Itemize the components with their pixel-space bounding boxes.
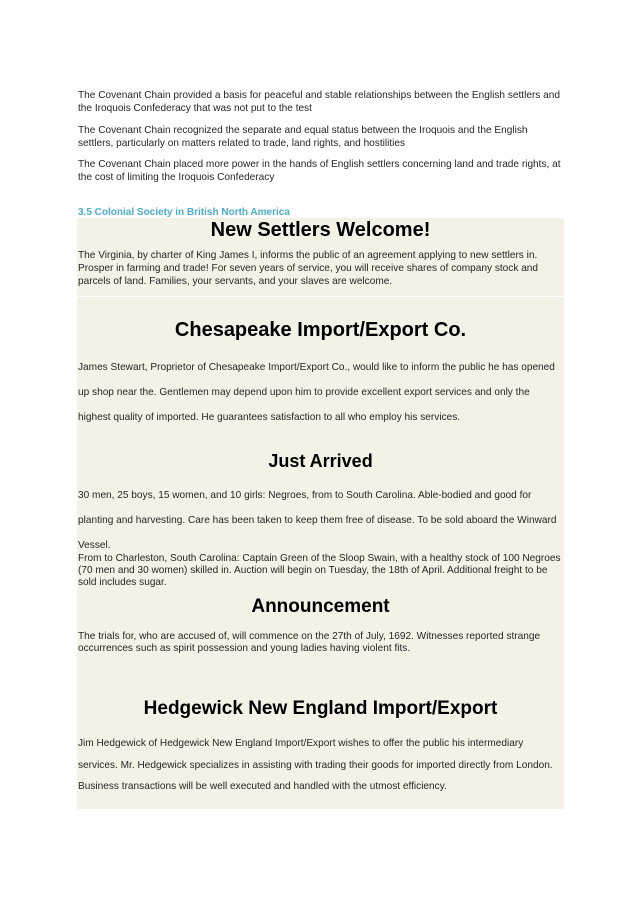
ad-announcement-body: The trials for, who are accused of, will commence on the 27th of July, 1692. Witnesses reported strange occurrences such as spirit possession and young ladies having violent fits. bbox=[78, 631, 541, 654]
ad-just-arrived-title: Just Arrived bbox=[268, 451, 373, 471]
ad-announcement bbox=[77, 589, 564, 687]
ad-new-settlers bbox=[77, 218, 564, 296]
ad-just-arrived-body-1: 30 men, 25 boys, 15 women, and 10 girls: Negroes, from to South Carolina. Able-bodied and good for planting and harvesting. Care has been taken to keep them free of disease. To be sold aboard the Winward Vessel. bbox=[78, 490, 557, 551]
ad-just-arrived bbox=[77, 425, 564, 589]
ad-announcement-title: Announcement bbox=[251, 596, 390, 617]
intro-paragraph-3: The Covenant Chain placed more power in the hands of English settlers concerning land and trade rights, at the cost of limiting the Iroquois Confederacy bbox=[78, 159, 561, 183]
ad-chesapeake bbox=[77, 297, 564, 425]
ad-new-settlers-body: The Virginia, by charter of King James I, informs the public of an agreement applying to new settlers in. Prosper in farming and trade! For seven years of service, you will receive shares of company stock and parcels of land. Families, your servants, and your slaves are welcome. bbox=[78, 250, 539, 287]
ad-hedgewick-body: Jim Hedgewick of Hedgewick New England Import/Export wishes to offer the public his intermediary services. Mr. Hedgewick specializes in assisting with trading their goods for imported directly from London. Business transactions will be well executed and handled with the utmost efficiency. bbox=[78, 738, 553, 792]
ad-just-arrived-body-2: From to Charleston, South Carolina: Captain Green of the Sloop Swain, with a healthy stock of 100 Negroes (70 men and 30 women) skilled in. Auction will begin on Tuesday, the 18th of April. Additional freight to be sold includes sugar. bbox=[78, 553, 561, 588]
section-heading: 3.5 Colonial Society in British North America bbox=[78, 207, 290, 218]
ad-chesapeake-body: James Stewart, Proprietor of Chesapeake Import/Export Co., would like to inform the public he has opened up shop near the. Gentlemen may depend upon him to provide excellent export services and only the highest quality of imported. He guarantees satisfaction to all who employ his services. bbox=[78, 362, 555, 423]
ad-hedgewick bbox=[77, 687, 564, 809]
ad-chesapeake-title: Chesapeake Import/Export Co. bbox=[174, 319, 467, 341]
ad-hedgewick-title: Hedgewick New England Import/Export bbox=[143, 698, 498, 719]
intro-paragraph-2: The Covenant Chain recognized the separate and equal status between the Iroquois and the English settlers, particularly on matters related to trade, land rights, and hostilities bbox=[78, 125, 528, 149]
ad-new-settlers-title: New Settlers Welcome! bbox=[210, 219, 431, 241]
intro-paragraph-1: The Covenant Chain provided a basis for peaceful and stable relationships between the English settlers and the Iroquois Confederacy that was not put to the test bbox=[78, 90, 560, 114]
